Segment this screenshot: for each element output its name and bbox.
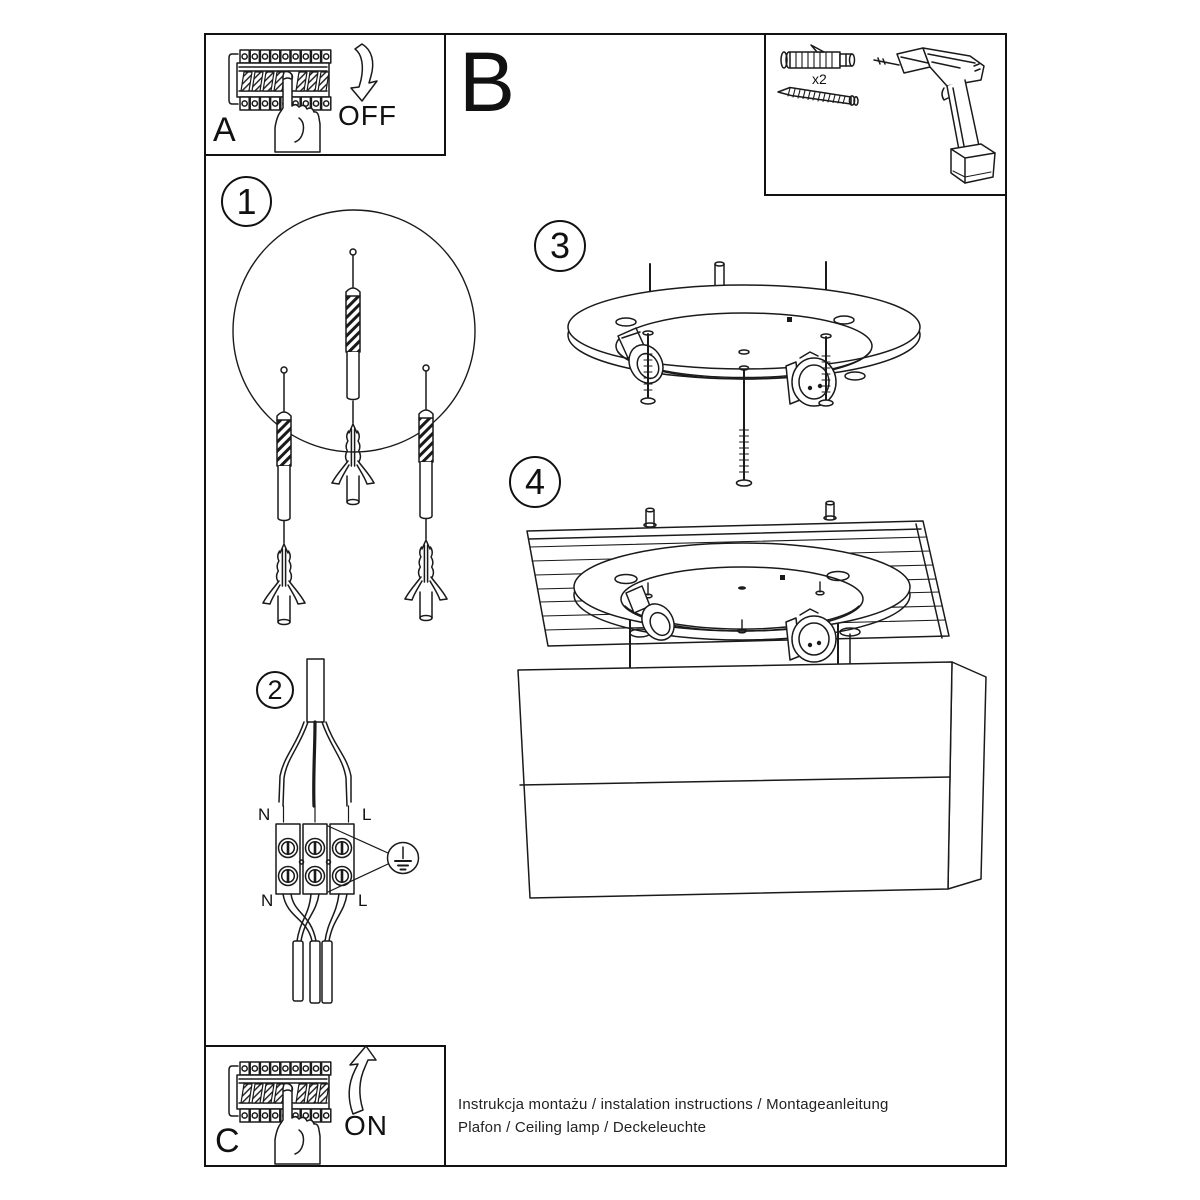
terminal-label-l-top: L (362, 805, 372, 824)
drill-bit-icon (419, 365, 433, 539)
step-3-number: 3 (549, 225, 571, 266)
arrow-up-icon (349, 1046, 376, 1114)
step-3-badge (534, 220, 586, 272)
panel-a-label: A (213, 111, 236, 149)
off-label: OFF (338, 100, 397, 131)
arrow-down-icon (351, 44, 377, 101)
circuit-breaker-icon (229, 50, 331, 152)
terminal-label-n-bottom: N (261, 891, 274, 910)
step-1-badge (221, 176, 272, 227)
wall-plug-icon (781, 45, 855, 68)
step4-illustration (518, 501, 986, 898)
step1-illustration (233, 210, 475, 625)
wall-anchor-icon (332, 424, 374, 505)
panel-c-label: C (215, 1122, 240, 1160)
section-b-label: B (459, 35, 516, 129)
screw-icon (778, 88, 858, 106)
anchor-qty-label: x2 (812, 71, 827, 87)
step-4-number: 4 (524, 461, 546, 502)
lamp-shade-icon (518, 662, 986, 898)
step-2-badge (256, 671, 294, 709)
footer-product-line: Plafon / Ceiling lamp / Deckeleuchte (458, 1119, 707, 1136)
terminal-block-icon (276, 824, 354, 894)
terminal-label-l-bottom: L (358, 891, 368, 910)
wall-anchor-icon (405, 540, 447, 621)
drill-bit-icon (346, 249, 360, 423)
step-2-number: 2 (267, 674, 283, 705)
circuit-breaker-icon (229, 1062, 331, 1164)
step-1-number: 1 (236, 180, 257, 222)
wall-anchor-icon (263, 544, 305, 625)
mounting-screw-icon (737, 366, 752, 486)
terminal-label-n-top: N (258, 805, 271, 824)
tools-illustration (778, 45, 995, 183)
step2-illustration (276, 659, 419, 1003)
step-4-badge (509, 456, 561, 508)
step3-illustration (568, 262, 920, 486)
on-label: ON (344, 1110, 388, 1141)
footer-instructions-line: Instrukcja montażu / instalation instructions / Montageanleitung (458, 1096, 889, 1113)
drill-icon (874, 48, 995, 183)
threaded-pin-icon (644, 501, 836, 527)
drill-bit-icon (277, 367, 291, 543)
output-wires-icon (283, 894, 347, 1003)
